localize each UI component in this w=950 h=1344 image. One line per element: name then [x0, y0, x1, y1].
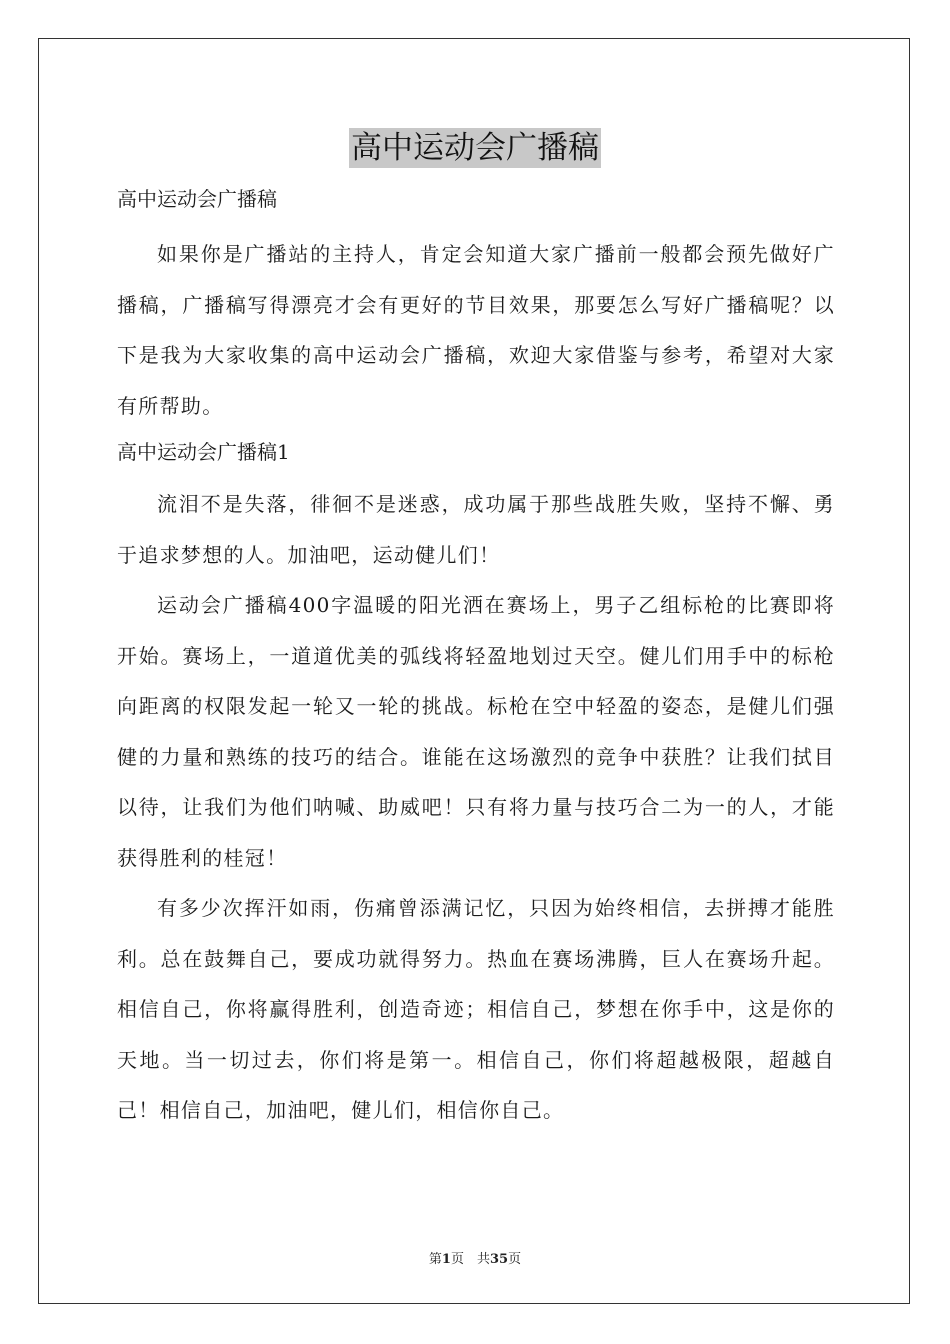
- page-footer: [0, 1248, 950, 1267]
- page-mid: 页 共: [450, 1252, 490, 1267]
- page-current: 1: [441, 1252, 451, 1267]
- page-suffix: 页: [508, 1252, 522, 1267]
- section-heading: 高中运动会广播稿1: [117, 440, 290, 464]
- body-paragraph-3: 有多少次挥汗如雨，伤痛曾添满记忆，只因为始终相信，去拼搏才能胜利。总在鼓舞自己，要成功就得努力。热血在赛场沸腾，巨人在赛场升起。相信自己，你将赢得胜利，创造奇迹；相信自己，梦想在你手中，这是你的天地。当一切过去，你们将是第一。相信自己，你们将超越极限，超越自己！相信自己，加油吧，健儿们，相信你自己。: [117, 896, 835, 1122]
- document-body: [117, 182, 835, 1136]
- intro-paragraph: 如果你是广播站的主持人，肯定会知道大家广播前一般都会预先做好广播稿，广播稿写得漂亮才会有更好的节目效果，那要怎么写好广播稿呢？以下是我为大家收集的高中运动会广播稿，欢迎大家借鉴与参考，希望对大家有所帮助。: [117, 242, 835, 418]
- document-title: 高中运动会广播稿: [351, 130, 599, 166]
- body-paragraph-2: 运动会广播稿400字温暖的阳光洒在赛场上，男子乙组标枪的比赛即将开始。赛场上，一道道优美的弧线将轻盈地划过天空。健儿们用手中的标枪向距离的权限发起一轮又一轮的挑战。标枪在空中轻盈的姿态，是健儿们强健的力量和熟练的技巧的结合。谁能在这场激烈的竞争中获胜？让我们拭目以待，让我们为他们呐喊、助威吧！只有将力量与技巧合二为一的人，才能获得胜利的桂冠！: [117, 593, 835, 870]
- title-container: [0, 128, 950, 168]
- body-paragraph-1: 流泪不是失落，徘徊不是迷惑，成功属于那些战胜失败，坚持不懈、勇于追求梦想的人。加油吧，运动健儿们！: [117, 492, 835, 567]
- document-subtitle: 高中运动会广播稿: [117, 187, 277, 211]
- page-total: 35: [489, 1252, 509, 1267]
- page-prefix: 第: [428, 1252, 442, 1267]
